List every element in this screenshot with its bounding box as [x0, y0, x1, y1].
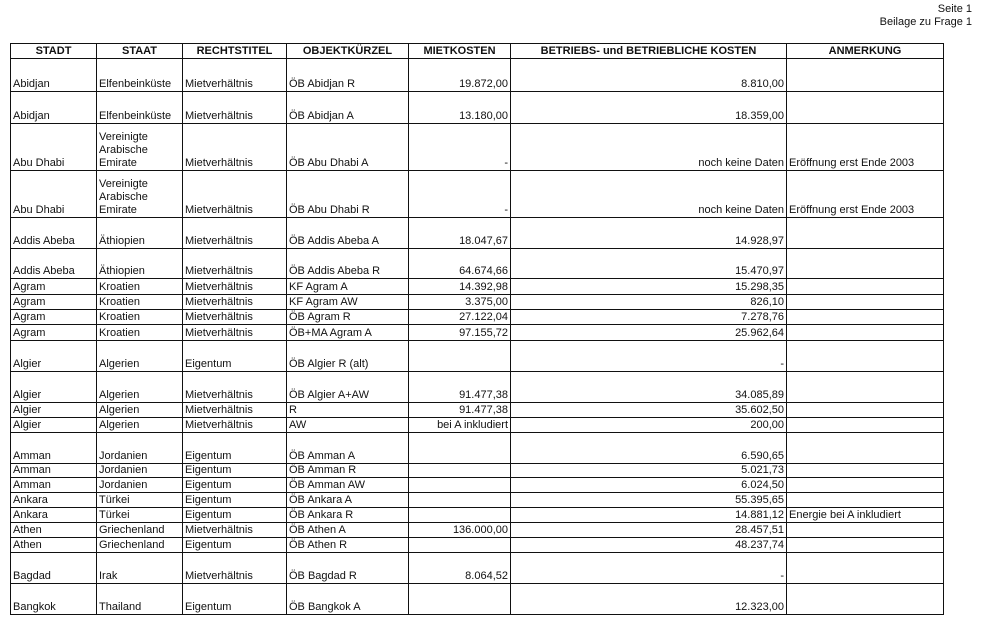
cell-staat: Jordanien [97, 478, 183, 493]
cell-anmerkung [787, 372, 944, 403]
cell-stadt: Athen [11, 523, 97, 538]
cell-betriebskosten: 6.590,65 [511, 433, 787, 464]
cell-anmerkung: Eröffnung erst Ende 2003 [787, 124, 944, 171]
cell-staat: Elfenbeinküste [97, 59, 183, 92]
cell-rechtstitel: Mietverhältnis [183, 249, 287, 279]
cell-betriebskosten: 48.237,74 [511, 538, 787, 553]
cell-anmerkung [787, 295, 944, 310]
cell-rechtstitel: Mietverhältnis [183, 372, 287, 403]
cell-stadt: Amman [11, 433, 97, 464]
cell-stadt: Addis Abeba [11, 249, 97, 279]
cell-objektkuerzel: AW [287, 418, 409, 433]
document-subtitle: Beilage zu Frage 1 [879, 16, 972, 28]
table-row [11, 171, 944, 218]
table-row [11, 218, 944, 249]
cell-anmerkung [787, 418, 944, 433]
cell-mietkosten [409, 493, 511, 508]
cell-betriebskosten: noch keine Daten [511, 124, 787, 171]
cell-mietkosten: 14.392,98 [409, 279, 511, 295]
table-row [11, 92, 944, 124]
cell-stadt: Algier [11, 372, 97, 403]
cell-betriebskosten: 34.085,89 [511, 372, 787, 403]
header-betriebskosten: BETRIEBS- und BETRIEBLICHE KOSTEN [511, 44, 787, 59]
cell-stadt: Amman [11, 464, 97, 478]
cell-stadt: Abidjan [11, 92, 97, 124]
cell-objektkuerzel: ÖB Athen R [287, 538, 409, 553]
cell-rechtstitel: Mietverhältnis [183, 124, 287, 171]
cell-staat: Algerien [97, 418, 183, 433]
cell-betriebskosten: - [511, 341, 787, 372]
cell-stadt: Addis Abeba [11, 218, 97, 249]
cell-stadt: Bangkok [11, 584, 97, 615]
cell-mietkosten: 97.155,72 [409, 325, 511, 341]
cell-mietkosten: 3.375,00 [409, 295, 511, 310]
cell-mietkosten [409, 464, 511, 478]
cell-objektkuerzel: ÖB Amman R [287, 464, 409, 478]
table-row [11, 493, 944, 508]
cell-stadt: Algier [11, 341, 97, 372]
cell-anmerkung [787, 403, 944, 418]
cell-betriebskosten: 35.602,50 [511, 403, 787, 418]
cell-objektkuerzel: ÖB Algier R (alt) [287, 341, 409, 372]
header-objektkuerzel: OBJEKTKÜRZEL [287, 44, 409, 59]
cell-anmerkung [787, 584, 944, 615]
cell-rechtstitel: Mietverhältnis [183, 523, 287, 538]
cell-staat: Kroatien [97, 310, 183, 325]
cell-objektkuerzel: ÖB Ankara R [287, 508, 409, 523]
cell-staat: Algerien [97, 372, 183, 403]
cell-anmerkung [787, 325, 944, 341]
cell-rechtstitel: Eigentum [183, 433, 287, 464]
cell-staat: Äthiopien [97, 218, 183, 249]
cell-staat: Vereinigte Arabische Emirate [97, 124, 183, 171]
cell-staat: Türkei [97, 493, 183, 508]
cell-objektkuerzel: ÖB Ankara A [287, 493, 409, 508]
cell-anmerkung [787, 341, 944, 372]
table-row [11, 372, 944, 403]
table-row [11, 279, 944, 295]
cell-staat: Kroatien [97, 325, 183, 341]
cell-mietkosten: 8.064,52 [409, 553, 511, 584]
cell-objektkuerzel: ÖB Addis Abeba R [287, 249, 409, 279]
cell-rechtstitel: Eigentum [183, 584, 287, 615]
cell-objektkuerzel: ÖB Abidjan R [287, 59, 409, 92]
cell-objektkuerzel: ÖB Addis Abeba A [287, 218, 409, 249]
cell-stadt: Bagdad [11, 553, 97, 584]
cell-objektkuerzel: ÖB Abu Dhabi R [287, 171, 409, 218]
cell-mietkosten [409, 508, 511, 523]
table-row [11, 124, 944, 171]
cell-rechtstitel: Mietverhältnis [183, 295, 287, 310]
cell-mietkosten: 19.872,00 [409, 59, 511, 92]
cell-staat: Algerien [97, 341, 183, 372]
cell-staat: Irak [97, 553, 183, 584]
cell-mietkosten: - [409, 171, 511, 218]
cell-objektkuerzel: ÖB Agram R [287, 310, 409, 325]
cell-objektkuerzel: R [287, 403, 409, 418]
cell-objektkuerzel: ÖB Bagdad R [287, 553, 409, 584]
cell-objektkuerzel: ÖB Amman A [287, 433, 409, 464]
cell-betriebskosten: 6.024,50 [511, 478, 787, 493]
cell-anmerkung [787, 279, 944, 295]
cell-mietkosten [409, 433, 511, 464]
cell-mietkosten: 27.122,04 [409, 310, 511, 325]
cell-rechtstitel: Eigentum [183, 493, 287, 508]
table-row [11, 59, 944, 92]
header-anmerkung: ANMERKUNG [787, 44, 944, 59]
table-body [11, 59, 944, 615]
cell-mietkosten: - [409, 124, 511, 171]
cell-rechtstitel: Mietverhältnis [183, 310, 287, 325]
cell-staat: Äthiopien [97, 249, 183, 279]
cell-anmerkung: Eröffnung erst Ende 2003 [787, 171, 944, 218]
cell-mietkosten [409, 538, 511, 553]
cell-rechtstitel: Eigentum [183, 341, 287, 372]
cell-rechtstitel: Eigentum [183, 538, 287, 553]
table-row [11, 584, 944, 615]
cell-rechtstitel: Eigentum [183, 464, 287, 478]
table-row [11, 295, 944, 310]
table-row [11, 508, 944, 523]
cell-mietkosten: 136.000,00 [409, 523, 511, 538]
cell-anmerkung [787, 538, 944, 553]
cell-betriebskosten: 12.323,00 [511, 584, 787, 615]
cell-stadt: Ankara [11, 508, 97, 523]
cell-betriebskosten: 14.881,12 [511, 508, 787, 523]
cell-betriebskosten: 200,00 [511, 418, 787, 433]
cell-betriebskosten: 55.395,65 [511, 493, 787, 508]
table-row [11, 478, 944, 493]
cell-rechtstitel: Mietverhältnis [183, 325, 287, 341]
cell-anmerkung [787, 493, 944, 508]
cell-anmerkung [787, 464, 944, 478]
cell-objektkuerzel: ÖB Algier A+AW [287, 372, 409, 403]
cell-rechtstitel: Mietverhältnis [183, 59, 287, 92]
cell-mietkosten [409, 584, 511, 615]
cell-staat: Kroatien [97, 295, 183, 310]
cell-betriebskosten: 28.457,51 [511, 523, 787, 538]
cell-betriebskosten: 25.962,64 [511, 325, 787, 341]
table-row [11, 418, 944, 433]
cell-betriebskosten: 8.810,00 [511, 59, 787, 92]
cell-rechtstitel: Mietverhältnis [183, 92, 287, 124]
cell-stadt: Agram [11, 310, 97, 325]
cost-table [10, 43, 944, 615]
cell-objektkuerzel: ÖB Abu Dhabi A [287, 124, 409, 171]
cell-anmerkung [787, 553, 944, 584]
page-header [880, 3, 972, 29]
cell-rechtstitel: Mietverhältnis [183, 218, 287, 249]
cell-mietkosten [409, 478, 511, 493]
cell-betriebskosten: noch keine Daten [511, 171, 787, 218]
cell-stadt: Athen [11, 538, 97, 553]
cell-anmerkung [787, 433, 944, 464]
cell-mietkosten: 91.477,38 [409, 372, 511, 403]
cell-anmerkung [787, 523, 944, 538]
cell-betriebskosten: 826,10 [511, 295, 787, 310]
cell-staat: Thailand [97, 584, 183, 615]
cell-objektkuerzel: ÖB Amman AW [287, 478, 409, 493]
cell-staat: Griechenland [97, 538, 183, 553]
cell-rechtstitel: Mietverhältnis [183, 279, 287, 295]
cell-anmerkung [787, 59, 944, 92]
table-row [11, 538, 944, 553]
cell-stadt: Agram [11, 279, 97, 295]
header-rechtstitel: RECHTSTITEL [183, 44, 287, 59]
table-row [11, 433, 944, 464]
cell-mietkosten: 13.180,00 [409, 92, 511, 124]
header-mietkosten: MIETKOSTEN [409, 44, 511, 59]
cell-staat: Jordanien [97, 433, 183, 464]
cell-rechtstitel: Mietverhältnis [183, 418, 287, 433]
cell-objektkuerzel: ÖB Bangkok A [287, 584, 409, 615]
table-row [11, 310, 944, 325]
cell-objektkuerzel: ÖB+MA Agram A [287, 325, 409, 341]
cell-betriebskosten: - [511, 553, 787, 584]
cell-rechtstitel: Mietverhältnis [183, 403, 287, 418]
cell-rechtstitel: Eigentum [183, 478, 287, 493]
cell-objektkuerzel: ÖB Abidjan A [287, 92, 409, 124]
cell-stadt: Agram [11, 295, 97, 310]
cell-objektkuerzel: KF Agram A [287, 279, 409, 295]
cell-stadt: Ankara [11, 493, 97, 508]
cell-staat: Vereinigte Arabische Emirate [97, 171, 183, 218]
table-header-row [11, 44, 944, 59]
cell-staat: Algerien [97, 403, 183, 418]
cell-staat: Griechenland [97, 523, 183, 538]
cell-mietkosten: 91.477,38 [409, 403, 511, 418]
table-row [11, 464, 944, 478]
cell-staat: Elfenbeinküste [97, 92, 183, 124]
cell-staat: Kroatien [97, 279, 183, 295]
cell-mietkosten [409, 341, 511, 372]
table-row [11, 403, 944, 418]
cell-rechtstitel: Mietverhältnis [183, 553, 287, 584]
cell-rechtstitel: Eigentum [183, 508, 287, 523]
cell-betriebskosten: 5.021,73 [511, 464, 787, 478]
cell-betriebskosten: 7.278,76 [511, 310, 787, 325]
cell-mietkosten: bei A inkludiert [409, 418, 511, 433]
table-row [11, 341, 944, 372]
cell-stadt: Amman [11, 478, 97, 493]
cell-anmerkung [787, 249, 944, 279]
cell-stadt: Algier [11, 403, 97, 418]
table-row [11, 249, 944, 279]
cell-betriebskosten: 14.928,97 [511, 218, 787, 249]
cell-stadt: Agram [11, 325, 97, 341]
cell-stadt: Abidjan [11, 59, 97, 92]
header-staat: STAAT [97, 44, 183, 59]
cell-betriebskosten: 15.470,97 [511, 249, 787, 279]
table-row [11, 553, 944, 584]
cell-objektkuerzel: ÖB Athen A [287, 523, 409, 538]
cell-stadt: Algier [11, 418, 97, 433]
cell-anmerkung: Energie bei A inkludiert [787, 508, 944, 523]
table-row [11, 523, 944, 538]
cell-mietkosten: 64.674,66 [409, 249, 511, 279]
cell-betriebskosten: 15.298,35 [511, 279, 787, 295]
cell-betriebskosten: 18.359,00 [511, 92, 787, 124]
cell-anmerkung [787, 478, 944, 493]
cell-mietkosten: 18.047,67 [409, 218, 511, 249]
cell-anmerkung [787, 310, 944, 325]
cell-stadt: Abu Dhabi [11, 171, 97, 218]
header-stadt: STADT [11, 44, 97, 59]
table-row [11, 325, 944, 341]
cell-anmerkung [787, 92, 944, 124]
page-number: Seite 1 [937, 3, 972, 15]
cell-staat: Türkei [97, 508, 183, 523]
cell-rechtstitel: Mietverhältnis [183, 171, 287, 218]
cell-anmerkung [787, 218, 944, 249]
cell-staat: Jordanien [97, 464, 183, 478]
cell-objektkuerzel: KF Agram AW [287, 295, 409, 310]
cell-stadt: Abu Dhabi [11, 124, 97, 171]
